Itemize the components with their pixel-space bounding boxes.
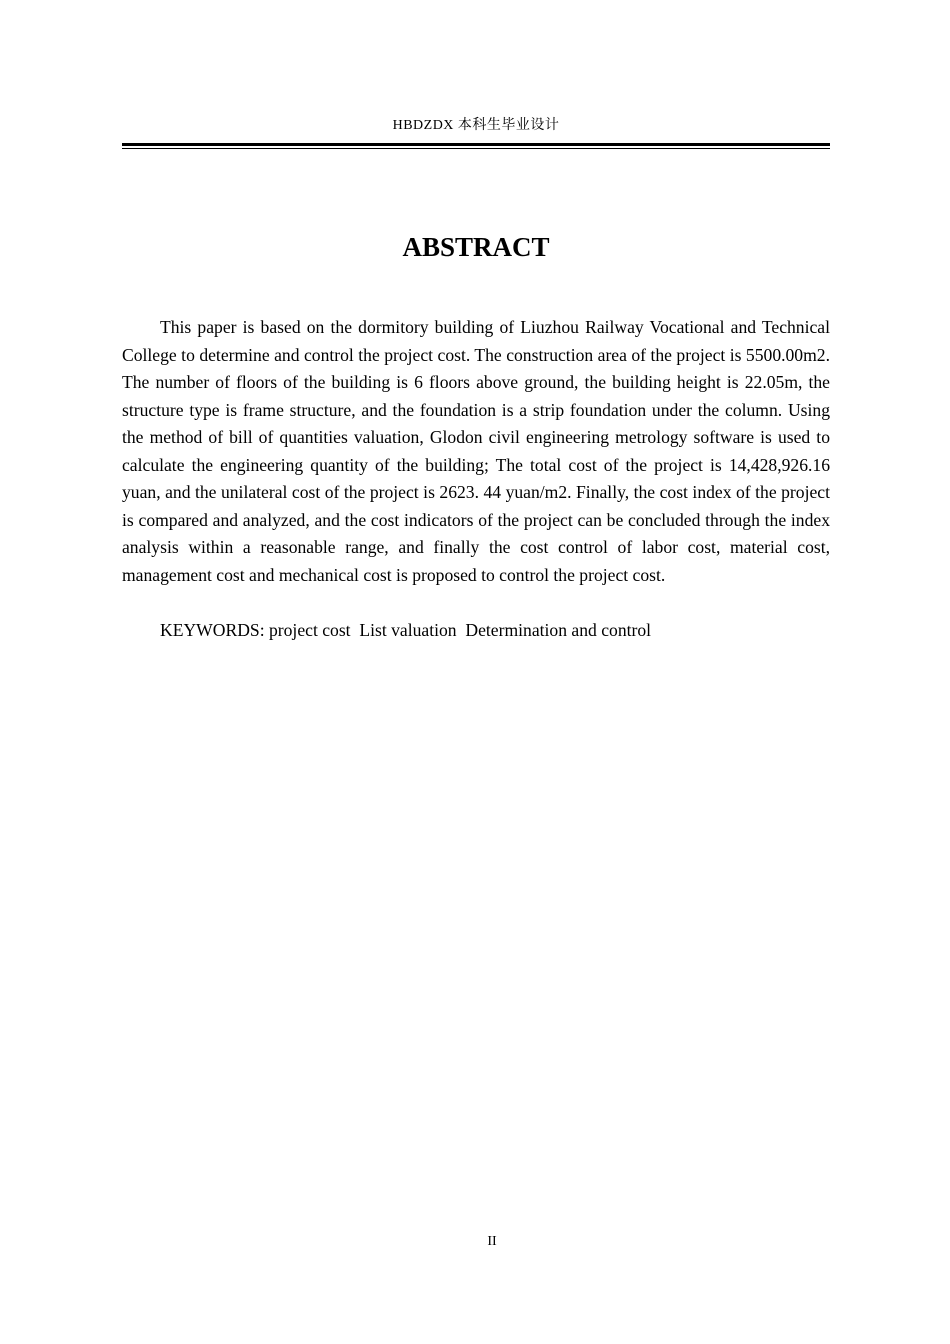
abstract-title: ABSTRACT [402, 232, 550, 262]
abstract-paragraph: This paper is based on the dormitory building of Liuzhou Railway Vocational and Technical College to determine and control the project cost. The construction area of the project is 5500.00m2. The number of floors of the building is 6 floors above ground, the building height is 22.05m, the structure type is frame structure, and the foundation is a strip foundation under the column. Using the method of bill of quantities valuation, Glodon civil engineering metrology software is used to calculate the engineering quantity of the building; The total cost of the project is 14,428,926.16 yuan, and the unilateral cost of the project is 2623. 44 yuan/m2. Finally, the cost index of the project is compared and analyzed, and the cost indicators of the project can be concluded through the index analysis within a reasonable range, and finally the cost control of labor cost, material cost, management cost and mechanical cost is proposed to control the project cost. [122, 317, 830, 585]
header-rule-thin [122, 148, 830, 149]
keywords-line: KEYWORDS: project cost List valuation Determination and control [160, 620, 652, 640]
page-number: II [487, 1234, 497, 1249]
page-header: HBDZDX 本科生毕业设计 [392, 118, 560, 133]
header-rule-thick [122, 143, 830, 146]
